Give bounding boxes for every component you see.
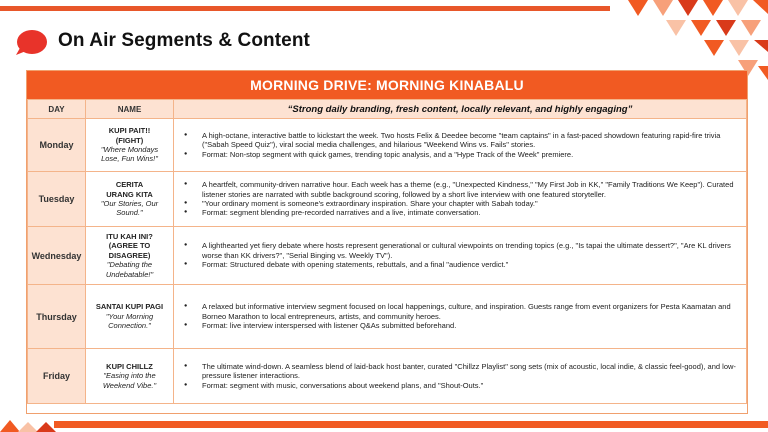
segment-name: ITU KAH INI? (AGREE TO DISAGREE) <box>106 231 153 260</box>
list-item: ● Format: Structured debate with opening statements, rebuttals, and a final "audience verdict." <box>176 260 742 269</box>
day-cell: Thursday <box>28 285 86 349</box>
list-item: ● Format: live interview interspersed with listener Q&As submitted beforehand. <box>176 321 742 330</box>
list-item: ● Format: Non-stop segment with quick games, trending topic analysis, and a "Hype Track of the Week" premiere. <box>176 150 742 159</box>
table-row <box>28 119 747 172</box>
tagline-header: “Strong daily branding, fresh content, locally relevant, and highly engaging” <box>174 100 747 119</box>
list-item: ● A high-octane, interactive battle to kickstart the week. Two hosts Felix & Deedee become "team captains" in a fast-paced showdown featuring rapid-fire trivia ("Sabah Speed Quiz"), viral social media challenges, and hilarious "Weekend Wins vs. Fails" stories. <box>176 131 742 150</box>
segment-name-cell <box>86 227 174 285</box>
show-banner: MORNING DRIVE: MORNING KINABALU <box>27 71 747 99</box>
list-item: ● "Your ordinary moment is someone's extraordinary inspiration. Share your chapter with Sabah today." <box>176 199 742 208</box>
page-title: On Air Segments & Content <box>58 30 310 51</box>
header-accent-line <box>0 6 610 11</box>
table-row <box>28 349 747 404</box>
segment-slogan: "Debating the Undebatable!" <box>105 260 154 279</box>
segment-name: KUPI PAIT!! (FIGHT) <box>108 126 151 145</box>
day-cell: Monday <box>28 119 86 172</box>
list-item: ● A lighthearted yet fiery debate where hosts represent generational or cultural viewpoints on trending topics (e.g., "Is tapai the ultimate dessert?", "Are KL drivers worse than KK drivers?", "Serial Binging vs. Weekly TV"). <box>176 241 742 260</box>
segment-name: KUPI CHILLZ <box>106 361 153 371</box>
segment-description-cell <box>174 119 747 172</box>
segment-description-cell <box>174 227 747 285</box>
schedule-panel <box>26 70 748 414</box>
segment-name-cell <box>86 172 174 227</box>
segment-name-cell <box>86 119 174 172</box>
segment-slogan: "Easing into the Weekend Vibe." <box>102 371 157 390</box>
day-column-header: DAY <box>28 100 86 119</box>
segment-slogan: "Where Mondays Lose, Fun Wins!" <box>100 145 159 164</box>
segment-slogan: "Your Morning Connection." <box>105 311 154 331</box>
list-item: ● A heartfelt, community-driven narrative hour. Each week has a theme (e.g., "Unexpected Kindness," "My First Job in KK," "Family Traditions We Keep"). Curated listener stories are narrated with subtle background scoring, followed by a short live interview with one featured storyteller. <box>176 180 742 199</box>
list-item: ● A relaxed but informative interview segment focused on local happenings, culture, and inspiration. Guests range from event organizers for Pesta Kaamatan and Borneo Marathon to local entrepreneurs, artists, and community heroes. <box>176 302 742 321</box>
segment-description-cell <box>174 285 747 349</box>
decorative-triangles-bottom-left <box>0 416 60 432</box>
list-item: ● The ultimate wind-down. A seamless blend of laid-back host banter, curated "Chillzz Playlist" song sets (mix of acoustic, local indie, & classic feel-good), and low-pressure listener interactions. <box>176 362 742 381</box>
bullet-list <box>176 302 742 330</box>
segment-description-cell <box>174 172 747 227</box>
name-column-header: NAME <box>86 100 174 119</box>
bullet-list <box>176 131 742 159</box>
table-header-row <box>28 100 747 119</box>
day-cell: Tuesday <box>28 172 86 227</box>
segment-name: SANTAI KUPI PAGI <box>95 302 164 312</box>
day-cell: Friday <box>28 349 86 404</box>
segment-slogan: "Our Stories, Our Sound." <box>100 199 159 218</box>
segment-name: CERITA URANG KITA <box>106 180 153 199</box>
table-row <box>28 227 747 285</box>
bullet-list <box>176 362 742 390</box>
segment-name-cell <box>86 349 174 404</box>
list-item: ● Format: segment blending pre-recorded narratives and a live, intimate conversation. <box>176 208 742 217</box>
segment-name-cell <box>86 285 174 349</box>
day-cell: Wednesday <box>28 227 86 285</box>
table-row <box>28 285 747 349</box>
segment-description-cell <box>174 349 747 404</box>
list-item: ● Format: segment with music, conversations about weekend plans, and "Shout-Outs." <box>176 381 742 390</box>
brand-logo <box>14 28 48 56</box>
bullet-list <box>176 241 742 269</box>
bullet-list <box>176 180 742 218</box>
table-row <box>28 172 747 227</box>
segments-table <box>27 99 747 404</box>
footer-accent-strip <box>54 421 768 428</box>
